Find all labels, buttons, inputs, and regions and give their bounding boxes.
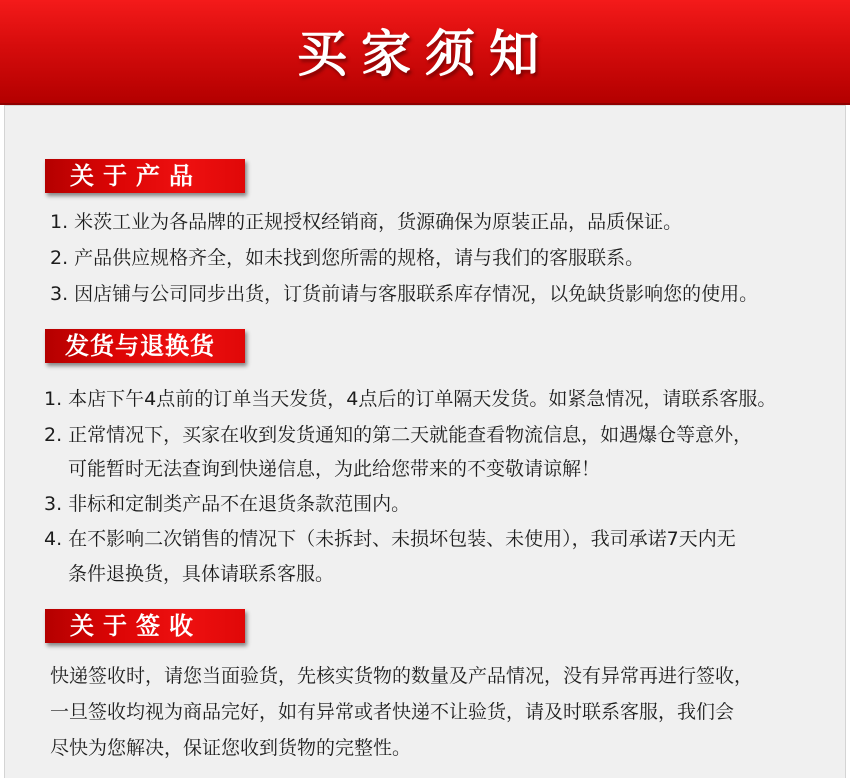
section-heading-shipping: 发货与退换货 bbox=[45, 329, 245, 363]
receipt-line-3: 尽快为您解决，保证您收到货物的完整性。 bbox=[50, 737, 412, 759]
shipping-line-2-cont: 可能暂时无法查询到快递信息，为此给您带来的不变敬请谅解！ bbox=[68, 458, 601, 480]
receipt-line-1: 快递签收时，请您当面验货，先核实货物的数量及产品情况，没有异常再进行签收， bbox=[50, 665, 754, 687]
page-title: 买家须知 bbox=[297, 25, 553, 83]
section-heading-product: 关于产品 bbox=[45, 159, 245, 193]
section-heading-receipt: 关于签收 bbox=[45, 609, 245, 643]
product-line-1: 1. 米茨工业为各品牌的正规授权经销商，货源确保为原装正品，品质保证。 bbox=[50, 211, 683, 233]
shipping-line-2: 2. 正常情况下，买家在收到发货通知的第二天就能查看物流信息，如遇爆仓等意外， bbox=[44, 424, 753, 446]
product-line-3: 3. 因店铺与公司同步出货，订货前请与客服联系库存情况，以免缺货影响您的使用。 bbox=[50, 283, 759, 305]
shipping-line-1: 1. 本店下午4点前的订单当天发货，4点后的订单隔天发货。如紧急情况，请联系客服。 bbox=[44, 388, 777, 410]
title-banner bbox=[0, 0, 850, 105]
shipping-line-4: 4. 在不影响二次销售的情况下（未拆封、未损坏包装、未使用），我司承诺7天内无 bbox=[44, 528, 736, 550]
shipping-line-4-cont: 条件退换货，具体请联系客服。 bbox=[68, 563, 335, 585]
shipping-line-3: 3. 非标和定制类产品不在退货条款范围内。 bbox=[44, 493, 411, 515]
receipt-line-2: 一旦签收均视为商品完好，如有异常或者快递不让验货，请及时联系客服，我们会 bbox=[50, 701, 735, 723]
product-line-2: 2. 产品供应规格齐全，如未找到您所需的规格，请与我们的客服联系。 bbox=[50, 247, 645, 269]
